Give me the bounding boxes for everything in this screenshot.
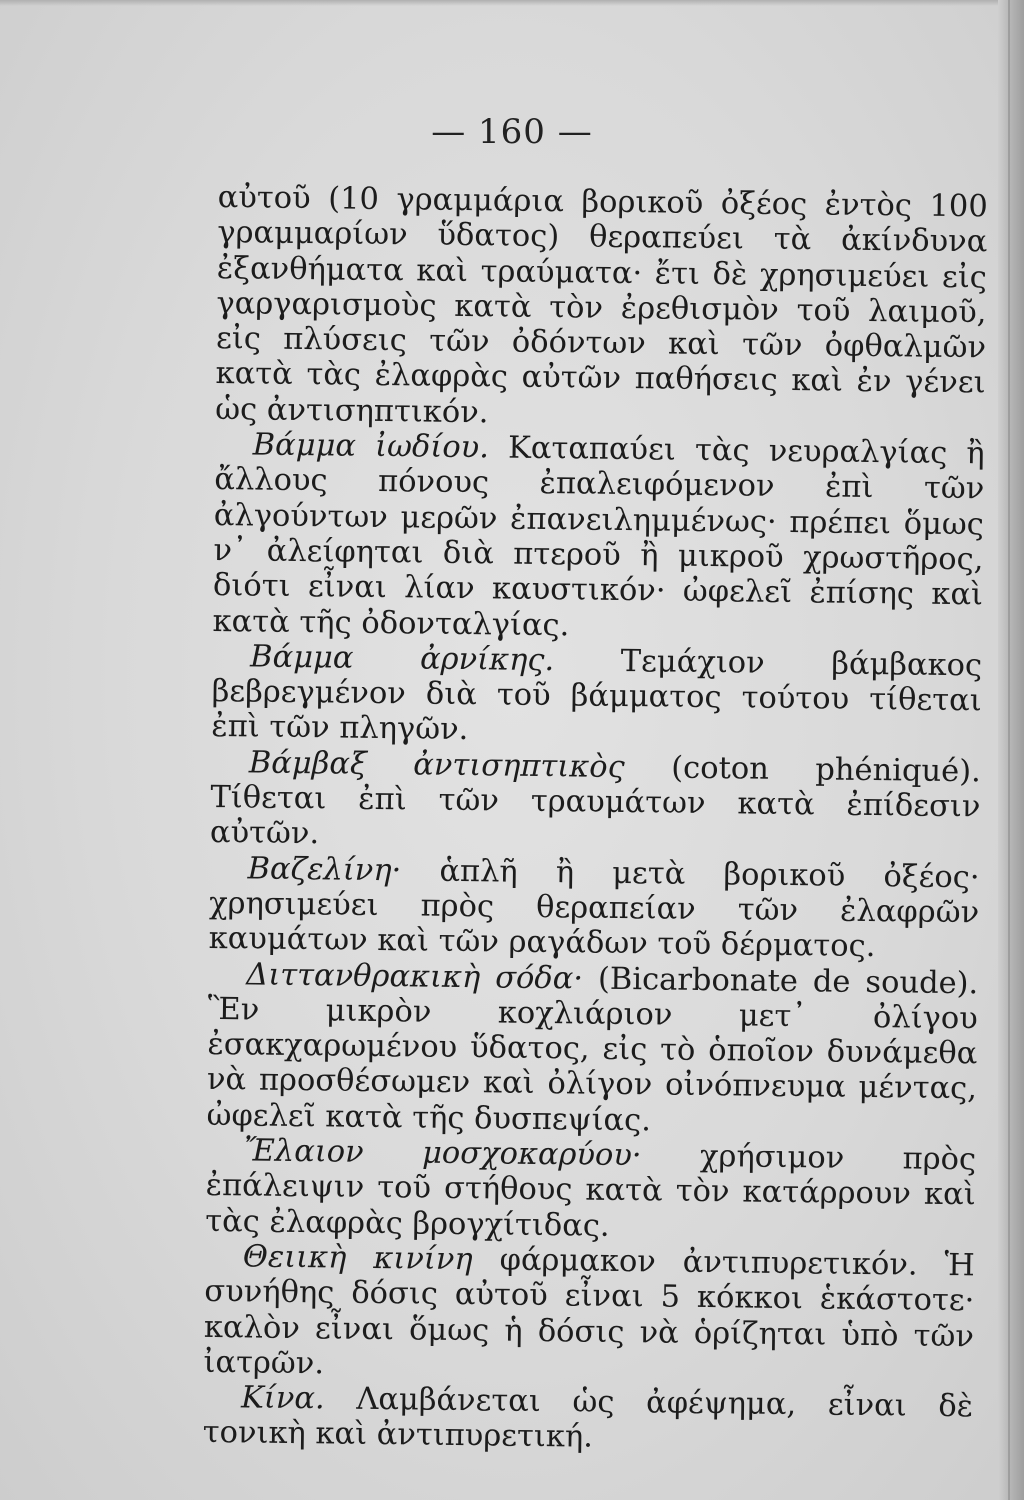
entry-term: Βάμμα ἰωδίου. [252, 427, 490, 466]
entry-kinini [203, 1239, 975, 1390]
entry-vamvax [210, 745, 981, 860]
top-shadow [0, 0, 1000, 6]
body-text [202, 180, 987, 1460]
entry-text: φάρμακον ἀντιπυρετικόν. Ἡ συνήθης δόσις αὐτοῦ εἶναι 5 κόκκοι ἑκάστοτε· καλὸν εἶναι ὅμως ἡ δόσις νὰ ὁρίζηται ὑπὸ τῶν ἰατρῶν. [203, 1242, 975, 1382]
paragraph-continuation [215, 180, 988, 436]
entry-text: Καταπαύει τὰς νευραλγίας ἢ ἄλλους πόνους ἐπαλειφόμενον ἐπὶ τῶν ἀλγούντων μερῶν ἐπανειλημμένως· πρέπει ὅμως ν᾽ ἀλείφηται διὰ πτεροῦ ἢ μικροῦ χρωστῆρος, διότι εἶναι λίαν καυστικόν· ὠφελεῖ ἐπίσης καὶ κατὰ τῆς ὀδονταλγίας. [212, 430, 985, 643]
entry-text: (coton phéniqué). Τίθεται ἐπὶ τῶν τραυμάτων κατὰ ἐπίδεσιν αὐτῶν. [209, 749, 982, 852]
entry-term: Θειικὴ κινίνη [242, 1239, 473, 1278]
entry-text: (Bicarbonate de soude). Ἓν μικρὸν κοχλιάριον μετ᾽ ὀλίγου ἐσακχαρωμένου ὕδατος, εἰς τὸ ὁποῖον δυνάμεθα νὰ προσθέσωμεν καὶ ὀλίγον οἰνόπνευμα μέντας, ὠφελεῖ κατὰ τῆς δυσπεψίας. [206, 961, 979, 1139]
entry-term: Βαζελίνη· [247, 851, 402, 888]
entry-text: Λαμβάνεται ὡς ἀφέψημα, εἶναι δὲ τονικὴ καὶ ἀντιπυρετική. [202, 1381, 974, 1456]
entry-text: Τεμάχιον βάμβακος βεβρεγμένον διὰ τοῦ βάμματος τούτου τίθεται ἐπὶ τῶν πληγῶν. [211, 643, 983, 748]
entry-text: χρήσιμον πρὸς ἐπάλειψιν τοῦ στήθους κατὰ τὸν κατάρρουν καὶ τὰς ἐλαφρὰς βρογχίτιδας. [205, 1138, 977, 1244]
entry-term: Κίνα. [240, 1380, 325, 1417]
binding-edge [998, 0, 1024, 1500]
entry-soda [206, 956, 978, 1142]
entry-vazelini [209, 851, 980, 966]
entry-bamma-arnikis [211, 639, 982, 754]
entry-term: Ἔλαιον μοσχοκαρύου· [243, 1133, 642, 1174]
entry-term: Βάμμα ἀρνίκης. [249, 639, 555, 679]
paragraph-text: αὐτοῦ (10 γραμμάρια βορικοῦ ὀξέος ἐντὸς 100 γραμμαρίων ὕδατος) θεραπεύει τὰ ἀκίνδυνα ἐξανθήματα καὶ τραύματα· ἔτι δὲ χρησιμεύει εἰς γαργαρισμοὺς κατὰ τὸν ἐρεθισμὸν τοῦ λαιμοῦ, εἰς πλύσεις τῶν ὀδόντων καὶ τῶν ὀφθαλμῶν κατὰ τὰς ἐλαφρὰς αὐτῶν παθήσεις καὶ ἐν γένει ὡς ἀντισηπτικόν. [214, 180, 988, 431]
page-number: — 160 — [431, 112, 593, 152]
entry-text: ἁπλῆ ἢ μετὰ βορικοῦ ὀξέος· χρησιμεύει πρὸς θεραπείαν τῶν ἐλαφρῶν καυμάτων καὶ τῶν ραγάδων τοῦ δέρματος. [208, 852, 980, 965]
binding-line [1008, 0, 1010, 1500]
entry-term: Βάμβαξ ἀντισηπτικὸς [248, 745, 625, 785]
entry-bamma-iodiou [212, 427, 985, 648]
entry-term: Διττανθρακικὴ σόδα· [246, 956, 584, 997]
entry-elaion [205, 1133, 976, 1248]
entry-kina [202, 1380, 973, 1460]
